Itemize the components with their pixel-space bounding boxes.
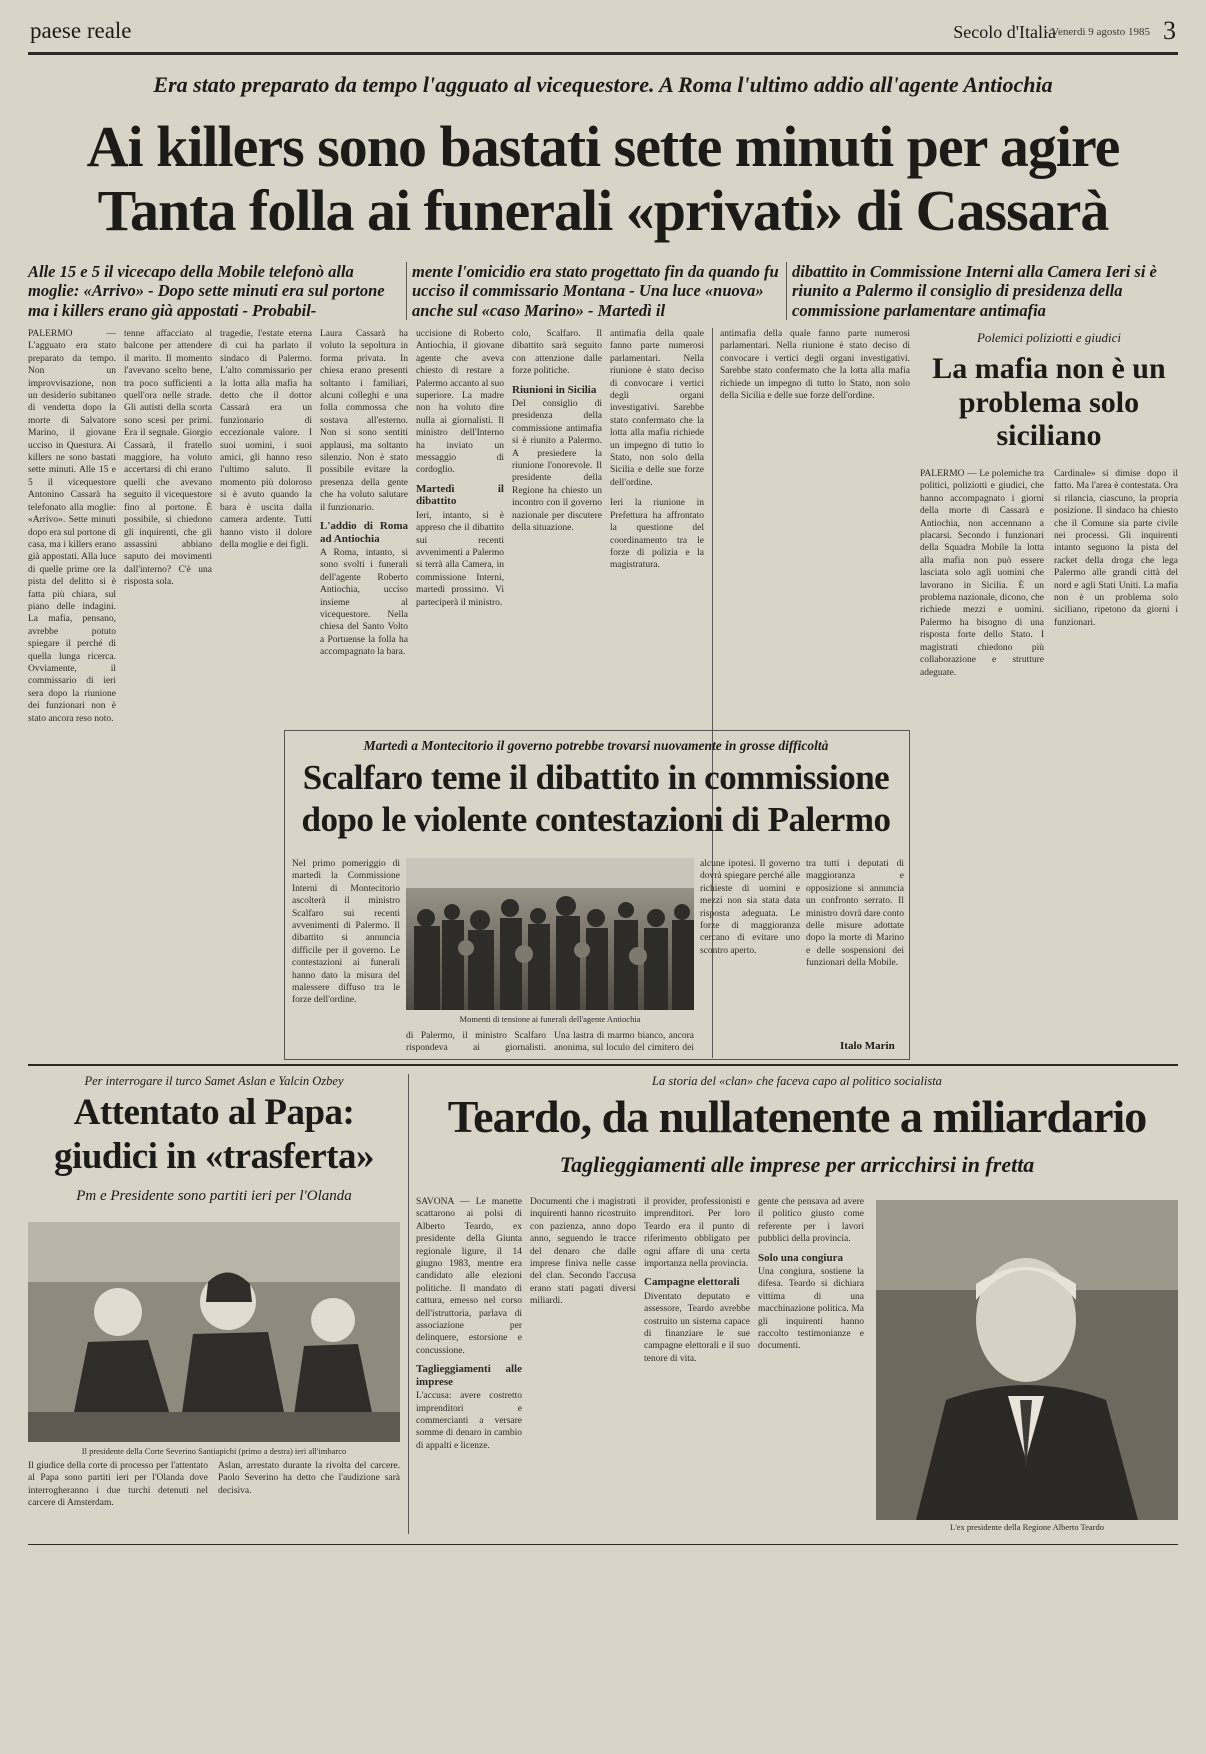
papa-deck: Pm e Presidente sono partiti ieri per l'Olanda (76, 1188, 352, 1204)
teardo-column-3-text: il provider, professionisti e imprenditori. Per loro Teardo era il punto di riferimento obbligato per ogni affare di una certa importanza nella provincia. (644, 1197, 750, 1270)
deck-divider (786, 262, 787, 320)
teardo-column-1 (416, 1196, 522, 1536)
papa-headline-2: giudici in «trasferta» (54, 1136, 374, 1177)
deck-divider (406, 262, 407, 320)
teardo-subhead-campagne: Campagne elettorali (644, 1276, 740, 1289)
scalfaro-column-2: di Palermo, il ministro Scalfaro rispondeva ai giornalisti. (406, 1031, 546, 1054)
teardo-kicker: La storia del «clan» che faceva capo al politico socialista (652, 1074, 942, 1088)
papa-column-1: Il giudice della corte di processo per l'attentato al Papa sono partiti ieri per l'Olanda dove interrogheranno i due turchi detenuti nel carcere di Amsterdam. (28, 1461, 208, 1509)
teardo-column-4-text: gente che pensava ad avere il politico giusto come referente per i lavori pubblici della provincia. (758, 1197, 864, 1245)
section-title: paese reale (30, 18, 132, 43)
teardo-column-2: Documenti che i magistrati inquirenti hanno ricostruito con pazienza, anno dopo anno, seguendo le tracce del denaro che dalle imprese finiva nelle casse del clan. Secondo l'accusa erano stati pagati diversi miliardi. (530, 1197, 636, 1307)
teardo-column-1b-text: L'accusa: avere costretto imprenditori e commercianti a versare somme di denaro in cambio di appalti e licenze. (416, 1391, 522, 1451)
lead-column-6b-text: Del consiglio di presidenza della commissione antimafia si è riunito a Palermo. A presiedere la riunione l'onorevole. Il presidente della Regione ha chiesto un incontro con il governo nazionale per discutere della situazione. (512, 399, 602, 534)
judges-photo (28, 1222, 400, 1442)
scalfaro-column-1: Nel primo pomeriggio di martedì la Commissione Interni di Montecitorio ascolterà il ministro Scalfaro sui recenti avvenimenti di Palermo. Il dibattito si annuncia difficile per il governo. Le contestazioni ai funerali hanno dato la misura del malessere diffuso tra le forze dell'ordine. (292, 859, 400, 1006)
issue-date: - Venerdì 9 agosto 1985 (1045, 26, 1150, 38)
teardo-column-4b-text: Una congiura, sostiene la difesa. Teardo si dichiara vittima di una macchinazione politica. Ma gli inquirenti hanno raccolto testimonianze e documenti. (758, 1267, 864, 1352)
lead-column-5 (416, 328, 504, 728)
lead-headline-2: Tanta folla ai funerali «privati» di Cassarà (97, 178, 1109, 243)
teardo-column-3b-text: Diventato deputato e assessore, Teardo avrebbe costruito un sistema capace di finanziare le sue campagne elettorali e il suo tenore di vita. (644, 1291, 750, 1364)
lead-column-2: tenne affacciato al balcone per attendere il marito. Il momento l'avevano scelto bene, tra poco sufficienti a quell'ora nelle strade. Gli autisti della scorta sono scesi per primi. Era il segnale. Giorgio Cassarà, il fratello maggiore, ha voluto accertarsi di chi erano quelli che avevano seguito il vicequestore fino al portone. È possibile, si chiedono gli inquirenti, che gli assassini abbiano saputo dei movimenti dall'interno? C'è una risposta sola. (124, 329, 212, 588)
lead-column-7 (610, 328, 704, 728)
page-number: 3 (1163, 16, 1176, 45)
scalfaro-column-2b: Una lastra di marmo bianco, ancora anonima, sul loculo del cimitero dei (554, 1031, 694, 1054)
teardo-portrait-photo (876, 1200, 1178, 1520)
lead-headline-1: Ai killers sono bastati sette minuti per agire (86, 114, 1120, 179)
lead-subhead-martedi: Martedì il dibattito (416, 482, 504, 508)
lead-column-4 (320, 328, 408, 728)
teardo-column-1-text: SAVONA — Le manette scattarono ai polsi di Alberto Teardo, ex presidente della Giunta regionale ligure, il 14 giugno 1983, mentre era candidato alle elezioni politiche. Il mandato di cattura, emesso nel corso dell'istruttoria, parlava di associazione per delinquere, estorsione e concussione. (416, 1197, 522, 1356)
scalfaro-column-3: alcune ipotesi. Il governo dovrà spiegare perché alle richieste di uomini e mezzi non sia stata data risposta adeguata. Le forze di maggioranza cercano di evitare uno scontro aperto. (700, 859, 800, 956)
lead-kicker: Era stato preparato da tempo l'agguato al vicequestore. A Roma l'ultimo addio all'agente Antiochia (153, 72, 1053, 97)
lead-column-6 (512, 328, 602, 728)
papa-headline-1: Attentato al Papa: (73, 1092, 355, 1133)
sidebar-kicker: Polemici poliziotti e giudici (976, 330, 1122, 345)
bottom-rule (28, 1544, 1178, 1545)
lead-column-3: tragedie, l'estate eterna di cui ha parlato il sindaco di Palermo. L'alto commissario per la lotta alla mafia ha detto che il dottor Cassarà era un funzionario di eccezionale valore. I suoi uomini, i suoi amici, gli hanno reso l'ultimo saluto. Il momento più doloroso si è avuto quando la bara è uscita dalla camera ardente. Tutti hanno visto il dolore della moglie e dei figli. (220, 329, 312, 550)
scalfaro-column-4: tra tutti i deputati di maggioranza e opposizione si annuncia un confronto serrato. Il ministro dovrà dare conto delle misure adottate dopo la morte di Marino e delle sospensioni dei funzionari della Mobile. (806, 859, 904, 969)
scalfaro-headline-1: Scalfaro teme il dibattito in commissione (302, 758, 890, 797)
sidebar-column-1: PALERMO — Le polemiche tra politici, poliziotti e giudici, che hanno accompagnato i giorni della morte di Cassarà e Antiochia, non accennano a placarsi. Secondo i funzionari della Squadra Mobile la lotta alla mafia non può essere lasciata solo agli uomini che lavorano in Sicilia. È un problema nazionale, dicono, che richiede mezzi e uomini. Palermo ha bisogno di una risposta forte dello Stato. I magistrati chiedono più collaborazione e strutture adeguate. (920, 469, 1044, 678)
papa-column-2: Aslan, arrestato durante la rivolta del carcere. Paolo Severino ha detto che l'audizione sarà decisiva. (218, 1461, 400, 1496)
newspaper-name: Secolo d'Italia (953, 22, 1056, 42)
judges-photo-image (28, 1222, 400, 1442)
teardo-photo-caption: L'ex presidente della Regione Alberto Teardo (950, 1522, 1104, 1532)
teardo-portrait-image (876, 1200, 1178, 1520)
papa-divider (408, 1074, 409, 1534)
scalfaro-byline: Italo Marin (840, 1040, 895, 1052)
lead-column-8: antimafia della quale fanno parte numerosi parlamentari. Nella riunione è stato deciso di convocare i vertici degli organi investigativi. Sarebbe stato confermato che la lotta alla mafia richiede un impegno di tutto lo Stato, non solo della Sicilia e delle sue forze dell'ordine. (720, 329, 910, 402)
teardo-column-4 (758, 1196, 864, 1536)
lead-deck-3: dibattito in Commissione Interni alla Camera Ieri si è riunito a Palermo il consiglio di presidenza della commissione parlamentare antimafia (792, 262, 1157, 320)
funeral-photo-caption: Momenti di tensione ai funerali dell'agente Antiochia (459, 1014, 641, 1024)
scalfaro-kicker: Martedì a Montecitorio il governo potrebbe trovarsi nuovamente in grosse difficoltà (363, 738, 829, 753)
judges-photo-caption: Il presidente della Corte Severino Santiapichi (primo a destra) ieri all'imbarco (81, 1446, 347, 1456)
lead-deck-1: Alle 15 e 5 il vicecapo della Mobile telefonò alla moglie: «Arrivo» - Dopo sette minuti era sul portone ma i killers erano già appostati - Probabil- (28, 262, 385, 320)
funeral-crowd-photo (406, 858, 694, 1010)
lead-column-7-text: antimafia della quale fanno parte numerosi parlamentari. Nella riunione è stato deciso di convocare i vertici degli organi investigativi. Sarebbe stato confermato che la lotta alla mafia richiede un impegno di tutto lo Stato, non solo della Sicilia e delle sue forze dell'ordine. (610, 329, 704, 488)
lead-column-1: PALERMO — L'agguato era stato preparato da tempo. Non un improvvisazione, non un desiderio subitaneo di vendetta dopo la morte di Salvatore Marino, il giovane ucciso in Questura. Ai killers ne sono bastati sette minuti. Alle 15 e 5 il vicequestore Antonino Cassarà ha telefonato alla moglie: «Arrivo». Sette minuti dopo era sul portone di casa, ma i killers erano già appostati. Alla luce di quelle prime ore la pista del delitto si è fatta più chiara, sul piano delle indagini. La mafia, pensano, avrebbe potuto spiegare il perché di quella lunga ricerca. Ovviamente, il commissario di ieri sera dopo la riunione dei funzionari non è stato ancora reso noto. (28, 329, 116, 724)
teardo-subhead-taglieggiamenti: Taglieggiamenti alle imprese (416, 1363, 522, 1388)
crowd-photo-image (406, 858, 694, 1010)
lead-column-5-text: uccisione di Roberto Antiochia, il giovane agente che aveva chiesto di restare a Palermo accanto al suo superiore. La madre non ha voluto dire nulla ai giornalisti. Il ministro dell'Interno ha inviato un messaggio di cordoglio. (416, 329, 504, 476)
sidebar-headline: La mafia non è un problema solo siciliano (932, 352, 1166, 453)
lead-column-4b-text: A Roma, intanto, si sono svolti i funerali dell'agente Roberto Antiochia, ucciso insieme al vicequestore. Nella chiesa del Santo Volto a Portuense la folla ha accompagnato la bara. (320, 547, 408, 658)
teardo-headline: Teardo, da nullatenente a miliardario (447, 1091, 1147, 1142)
lead-deck-2: mente l'omicidio era stato progettato fin da quando fu ucciso il commissario Montana - Una luce «nuova» anche sul «caso Marino» - Martedì il (412, 262, 779, 320)
teardo-deck: Taglieggiamenti alle imprese per arricchirsi in fretta (559, 1152, 1035, 1177)
lead-column-7b-text: Ieri la riunione in Prefettura ha affrontato la questione del coordinamento tra le forze di polizia e la magistratura. (610, 498, 704, 571)
section-rule (28, 1064, 1178, 1066)
header-rule (28, 52, 1178, 55)
lead-column-6-text: colo, Scalfaro. Il dibattito sarà seguito con attenzione dalle forze politiche. (512, 329, 602, 377)
lead-column-5b-text: Ieri, intanto, si è appreso che il dibattito sui recenti avvenimenti a Palermo si terrà alla Camera, in commissione Interni, martedì prossimo. Vi parteciperà il ministro. (416, 510, 504, 608)
lead-subhead-roma: L'addio di Roma ad Antiochia (320, 520, 408, 545)
sidebar-column-2: Cardinale» si dimise dopo il fatto. Ma l'area è contestata. Ora si rilancia, ciascuno, la propria posizione. Il sindaco ha chiesto che il Comune sia parte civile nei processi. Gli inquirenti intanto seguono la pista del racket della droga che lega Palermo alle grandi città del nord e agli Stati Uniti. La mafia non è un problema solo siciliano, ripetono da giorni i funzionari. (1054, 469, 1178, 628)
lead-subhead-riunioni: Riunioni in Sicilia (512, 383, 597, 396)
scalfaro-headline-2: dopo le violente contestazioni di Palermo (301, 800, 891, 839)
papa-kicker: Per interrogare il turco Samet Aslan e Yalcin Ozbey (84, 1074, 344, 1088)
teardo-subhead-congiura: Solo una congiura (758, 1251, 843, 1264)
teardo-column-3 (644, 1196, 750, 1536)
lead-column-4-text: Laura Cassarà ha voluto la sepoltura in forma privata. In chiesa erano presenti soltanto i familiari, alcuni colleghi e una folla commossa che sostava all'esterno. Non si sono sentiti applausi, ma soltanto silenzio. Non è stato possibile evitare la presenza della gente che ha voluto salutare il funzionario. (320, 329, 408, 513)
